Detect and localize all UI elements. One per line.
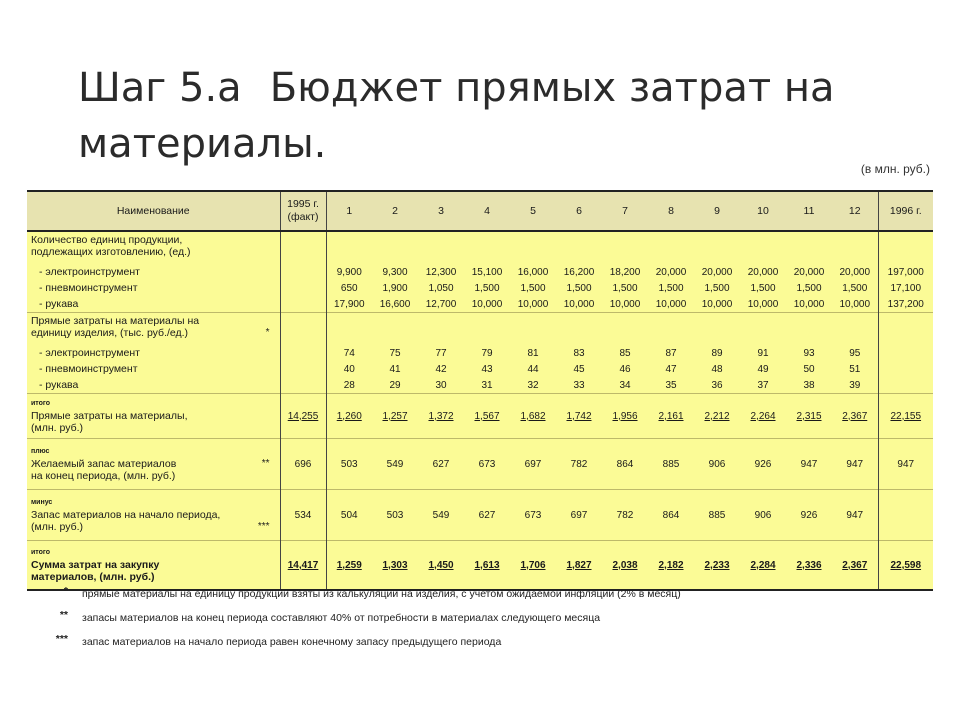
row-small-label: плюс: [31, 448, 50, 455]
row-small-label: итого: [31, 400, 51, 407]
cell: 1,259: [326, 541, 372, 591]
cell: 1,500: [510, 280, 556, 296]
table-row-desired-stock: [27, 439, 933, 490]
footnote-marker: *: [265, 327, 270, 338]
cell: 28: [326, 377, 372, 394]
cell: 75: [372, 345, 418, 361]
cell-fact: 534: [280, 490, 326, 541]
cell: 49: [740, 361, 786, 377]
cell: 782: [602, 490, 648, 541]
cell: 1,500: [464, 280, 510, 296]
group-label-row: [27, 231, 933, 264]
cell: 40: [326, 361, 372, 377]
row-label: - рукава: [27, 377, 280, 394]
cell: 673: [464, 439, 510, 490]
row-small-label: итого: [31, 549, 51, 556]
slide-title-text: Бюджет прямых затрат на материалы.: [78, 65, 835, 167]
cell: 2,367: [832, 394, 878, 439]
header-month: 9: [694, 191, 740, 231]
row-label: [27, 541, 280, 591]
cell: 10,000: [556, 296, 602, 313]
cell: 16,000: [510, 264, 556, 280]
cell: 77: [418, 345, 464, 361]
slide-title-step: Шаг 5.а: [78, 65, 242, 111]
cell: 36: [694, 377, 740, 394]
cell: 32: [510, 377, 556, 394]
cell: 1,706: [510, 541, 556, 591]
footnote-marker: ***: [257, 521, 270, 532]
cell: 1,500: [556, 280, 602, 296]
cell: 697: [510, 439, 556, 490]
cell: 2,264: [740, 394, 786, 439]
cell-year: 197,000: [878, 264, 933, 280]
footnote-mark: **: [59, 609, 68, 621]
cell: 1,567: [464, 394, 510, 439]
footnote-mark: *: [63, 585, 68, 597]
cell-year: 22,155: [878, 394, 933, 439]
group-label-line: единицу изделия, (тыс. руб./ед.): [31, 327, 189, 339]
row-label: - пневмоинструмент: [27, 280, 280, 296]
cell-year: [878, 490, 933, 541]
header-year: 1996 г.: [878, 191, 933, 231]
cell: 697: [556, 490, 602, 541]
cell: 9,300: [372, 264, 418, 280]
cell: 12,700: [418, 296, 464, 313]
cell: 2,336: [786, 541, 832, 591]
cell: 89: [694, 345, 740, 361]
row-label-line: Запас материалов на начало периода,: [31, 509, 221, 521]
header-month: 6: [556, 191, 602, 231]
row-label: - электроинструмент: [27, 264, 280, 280]
footnote: [30, 609, 930, 636]
cell: 549: [418, 490, 464, 541]
cell: 1,303: [372, 541, 418, 591]
cell: 10,000: [694, 296, 740, 313]
cell: 20,000: [832, 264, 878, 280]
cell: 864: [648, 490, 694, 541]
cell: 627: [464, 490, 510, 541]
cell: 38: [786, 377, 832, 394]
group-label-line: Количество единиц продукции,: [31, 234, 183, 246]
cell: 1,500: [648, 280, 694, 296]
cell: 2,161: [648, 394, 694, 439]
header-month: 3: [418, 191, 464, 231]
cell-fact: 696: [280, 439, 326, 490]
header-row: [27, 191, 933, 231]
cell: 926: [786, 490, 832, 541]
cell: 2,367: [832, 541, 878, 591]
footnote: [30, 633, 930, 660]
cell: 50: [786, 361, 832, 377]
cell: 926: [740, 439, 786, 490]
row-label: [27, 394, 280, 439]
cell: 81: [510, 345, 556, 361]
cell: 9,900: [326, 264, 372, 280]
budget-table: [27, 190, 933, 591]
cell: 51: [832, 361, 878, 377]
cell: 10,000: [602, 296, 648, 313]
cell: 48: [694, 361, 740, 377]
cell: 93: [786, 345, 832, 361]
row-label-line: на конец периода, (млн. руб.): [31, 470, 176, 482]
cell: 2,284: [740, 541, 786, 591]
table-row: [27, 361, 933, 377]
footnote-marker: **: [261, 458, 270, 469]
cell: 29: [372, 377, 418, 394]
header-month: 5: [510, 191, 556, 231]
cell: 906: [694, 439, 740, 490]
header-fact-label: (факт): [287, 211, 319, 223]
group-label: [27, 231, 280, 264]
row-label-line: Желаемый запас материалов: [31, 458, 177, 470]
cell: 1,260: [326, 394, 372, 439]
cell: 46: [602, 361, 648, 377]
cell: 10,000: [510, 296, 556, 313]
cell: 2,233: [694, 541, 740, 591]
cell: 1,613: [464, 541, 510, 591]
group-label-line: Прямые затраты на материалы на: [31, 315, 200, 327]
cell-year: 137,200: [878, 296, 933, 313]
group-label: [27, 313, 280, 346]
cell: 33: [556, 377, 602, 394]
table-row-opening-stock: [27, 490, 933, 541]
cell: 2,212: [694, 394, 740, 439]
cell: 79: [464, 345, 510, 361]
table-row: [27, 280, 933, 296]
cell: 10,000: [832, 296, 878, 313]
cell: 18,200: [602, 264, 648, 280]
footnote-text: прямые материалы на единицу продукции взяты из калькуляций на изделия, с учетом ожидаемой инфляции (2% в месяц): [82, 588, 681, 600]
cell: 1,372: [418, 394, 464, 439]
cell: 10,000: [648, 296, 694, 313]
cell: 16,600: [372, 296, 418, 313]
header-month: 8: [648, 191, 694, 231]
cell-fact: 14,255: [280, 394, 326, 439]
cell: 1,500: [694, 280, 740, 296]
cell: 947: [832, 439, 878, 490]
cell: 10,000: [740, 296, 786, 313]
header-month: 11: [786, 191, 832, 231]
cell: 20,000: [740, 264, 786, 280]
group-label-row: [27, 313, 933, 346]
cell: 15,100: [464, 264, 510, 280]
header-month: 1: [326, 191, 372, 231]
header-month: 2: [372, 191, 418, 231]
row-label: - пневмоинструмент: [27, 361, 280, 377]
header-month: 4: [464, 191, 510, 231]
row-label-line: материалов, (млн. руб.): [31, 571, 155, 583]
cell-fact: [280, 280, 326, 296]
cell: 74: [326, 345, 372, 361]
table-row-total: [27, 541, 933, 591]
header-month: 12: [832, 191, 878, 231]
cell: 1,257: [372, 394, 418, 439]
cell: 41: [372, 361, 418, 377]
cell: 20,000: [694, 264, 740, 280]
cell: 83: [556, 345, 602, 361]
cell: 2,315: [786, 394, 832, 439]
cell: 650: [326, 280, 372, 296]
cell: 1,500: [832, 280, 878, 296]
cell-year: 947: [878, 439, 933, 490]
row-label: - электроинструмент: [27, 345, 280, 361]
header-month: 7: [602, 191, 648, 231]
footnote: [30, 585, 930, 612]
header-fact: [280, 191, 326, 231]
cell: 20,000: [648, 264, 694, 280]
table-row: [27, 296, 933, 313]
cell: 947: [832, 490, 878, 541]
cell: 47: [648, 361, 694, 377]
units-note: (в млн. руб.): [860, 162, 930, 176]
footnote-mark: ***: [55, 633, 68, 645]
footnote-text: запас материалов на начало периода равен конечному запасу предыдущего периода: [82, 636, 502, 648]
cell: 34: [602, 377, 648, 394]
cell: 503: [372, 490, 418, 541]
group-label-line: подлежащих изготовлению, (ед.): [31, 246, 191, 258]
cell: 2,182: [648, 541, 694, 591]
row-label: [27, 490, 280, 541]
footnotes: [30, 585, 930, 660]
cell: 1,500: [740, 280, 786, 296]
cell: 20,000: [786, 264, 832, 280]
cell: 91: [740, 345, 786, 361]
cell-fact: [280, 264, 326, 280]
cell-fact: 14,417: [280, 541, 326, 591]
cell: 1,050: [418, 280, 464, 296]
cell: 85: [602, 345, 648, 361]
cell: 10,000: [464, 296, 510, 313]
cell: 87: [648, 345, 694, 361]
cell: 1,500: [786, 280, 832, 296]
row-small-label: минус: [31, 499, 53, 506]
cell: 906: [740, 490, 786, 541]
header-name: Наименование: [27, 191, 280, 231]
cell: 10,000: [786, 296, 832, 313]
cell: 44: [510, 361, 556, 377]
cell: 95: [832, 345, 878, 361]
header-month: 10: [740, 191, 786, 231]
slide-title: [78, 60, 898, 172]
cell: 45: [556, 361, 602, 377]
cell: 947: [786, 439, 832, 490]
cell: 16,200: [556, 264, 602, 280]
cell-year: 22,598: [878, 541, 933, 591]
cell: 12,300: [418, 264, 464, 280]
cell: 1,742: [556, 394, 602, 439]
table-row: [27, 345, 933, 361]
cell: 673: [510, 490, 556, 541]
row-label-line: Сумма затрат на закупку: [31, 559, 160, 571]
cell: 37: [740, 377, 786, 394]
cell: 42: [418, 361, 464, 377]
cell: 504: [326, 490, 372, 541]
cell: 864: [602, 439, 648, 490]
cell: 1,450: [418, 541, 464, 591]
cell: 885: [648, 439, 694, 490]
row-label-line: (млн. руб.): [31, 422, 83, 434]
cell: 549: [372, 439, 418, 490]
cell-fact: [280, 296, 326, 313]
cell: 627: [418, 439, 464, 490]
table-row-direct-costs: [27, 394, 933, 439]
cell: 30: [418, 377, 464, 394]
cell: 17,900: [326, 296, 372, 313]
row-label: [27, 439, 280, 490]
footnote-text: запасы материалов на конец периода составляют 40% от потребности в материалах следующего месяца: [82, 612, 601, 624]
header-fact-year: 1995 г.: [287, 198, 319, 210]
table-row: [27, 264, 933, 280]
cell: 1,956: [602, 394, 648, 439]
row-label-line: (млн. руб.): [31, 521, 83, 533]
cell: 31: [464, 377, 510, 394]
row-label-line: Прямые затраты на материалы,: [31, 410, 188, 422]
cell: 885: [694, 490, 740, 541]
cell: 1,500: [602, 280, 648, 296]
cell: 782: [556, 439, 602, 490]
cell: 2,038: [602, 541, 648, 591]
cell: 503: [326, 439, 372, 490]
table-row: [27, 377, 933, 394]
cell: 1,682: [510, 394, 556, 439]
row-label: - рукава: [27, 296, 280, 313]
cell: 1,900: [372, 280, 418, 296]
cell: 1,827: [556, 541, 602, 591]
cell: 43: [464, 361, 510, 377]
cell: 39: [832, 377, 878, 394]
cell: 35: [648, 377, 694, 394]
cell-year: 17,100: [878, 280, 933, 296]
